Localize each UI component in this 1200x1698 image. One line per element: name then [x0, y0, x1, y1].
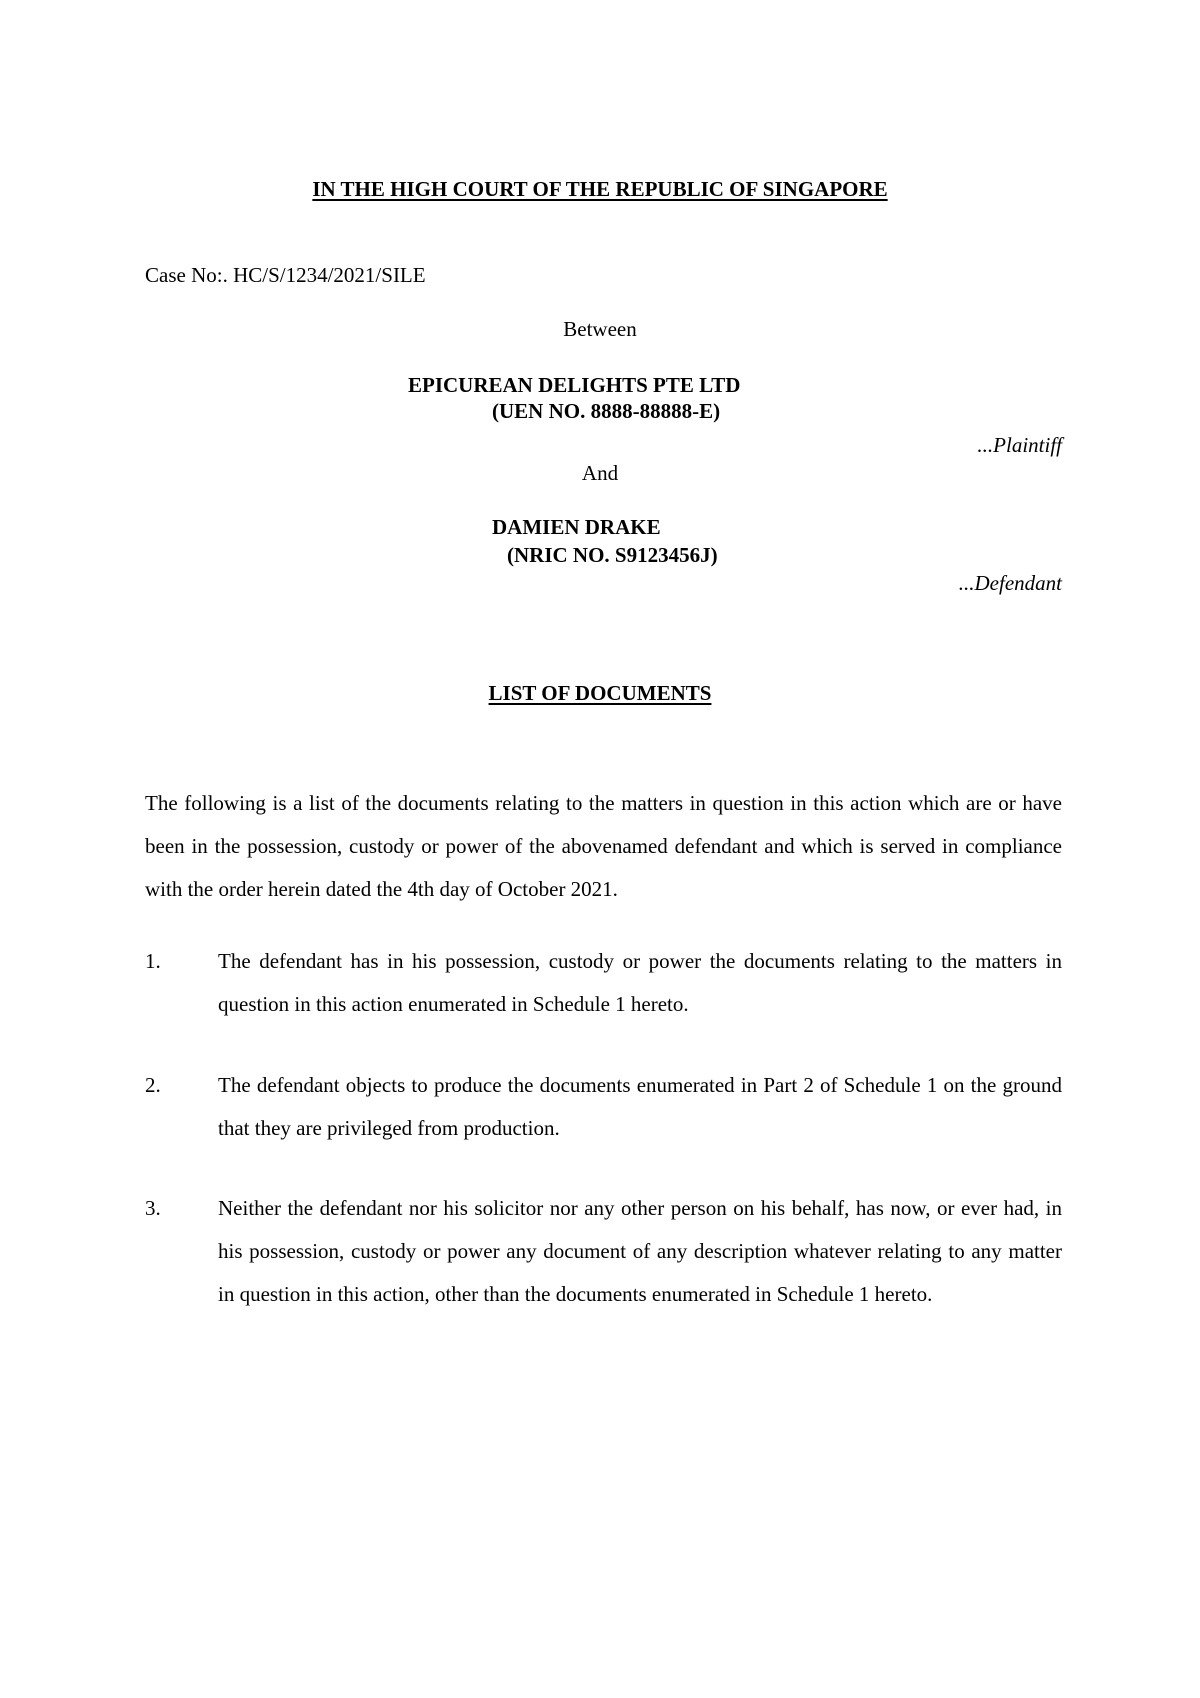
plaintiff-name: EPICUREAN DELIGHTS PTE LTD [408, 373, 741, 397]
item-number: 2. [145, 1073, 161, 1097]
document-title: LIST OF DOCUMENTS [488, 681, 712, 705]
plaintiff-id: (UEN NO. 8888-88888-E) [492, 399, 721, 423]
court-heading: IN THE HIGH COURT OF THE REPUBLIC OF SINGAPORE [312, 177, 888, 201]
item-text: Neither the defendant nor his solicitor nor any other person on his behalf, has now, or ever had, in his possession, custody or power any document of any description whatever relating to any matter in question in this action, other than the documents enumerated in Schedule 1 hereto. [218, 1196, 1062, 1306]
item-number: 1. [145, 949, 161, 973]
item-text: The defendant objects to produce the documents enumerated in Part 2 of Schedule 1 on the ground that they are privileged from production. [218, 1073, 1062, 1140]
plaintiff-role: ...Plaintiff [977, 433, 1062, 457]
intro-paragraph: The following is a list of the documents relating to the matters in question in this action which are or have been in the possession, custody or power of the abovenamed defendant and which is served in compliance with the order herein dated the 4th day of October 2021. [145, 791, 1062, 901]
defendant-id: (NRIC NO. S9123456J) [507, 543, 718, 567]
defendant-role: ...Defendant [958, 571, 1062, 595]
case-number: Case No:. HC/S/1234/2021/SILE [145, 263, 426, 287]
and-label: And [581, 461, 619, 485]
between-label: Between [563, 317, 637, 341]
item-number: 3. [145, 1196, 161, 1220]
item-text: The defendant has in his possession, custody or power the documents relating to the matters in question in this action enumerated in Schedule 1 hereto. [218, 949, 1062, 1016]
defendant-name: DAMIEN DRAKE [492, 515, 661, 539]
